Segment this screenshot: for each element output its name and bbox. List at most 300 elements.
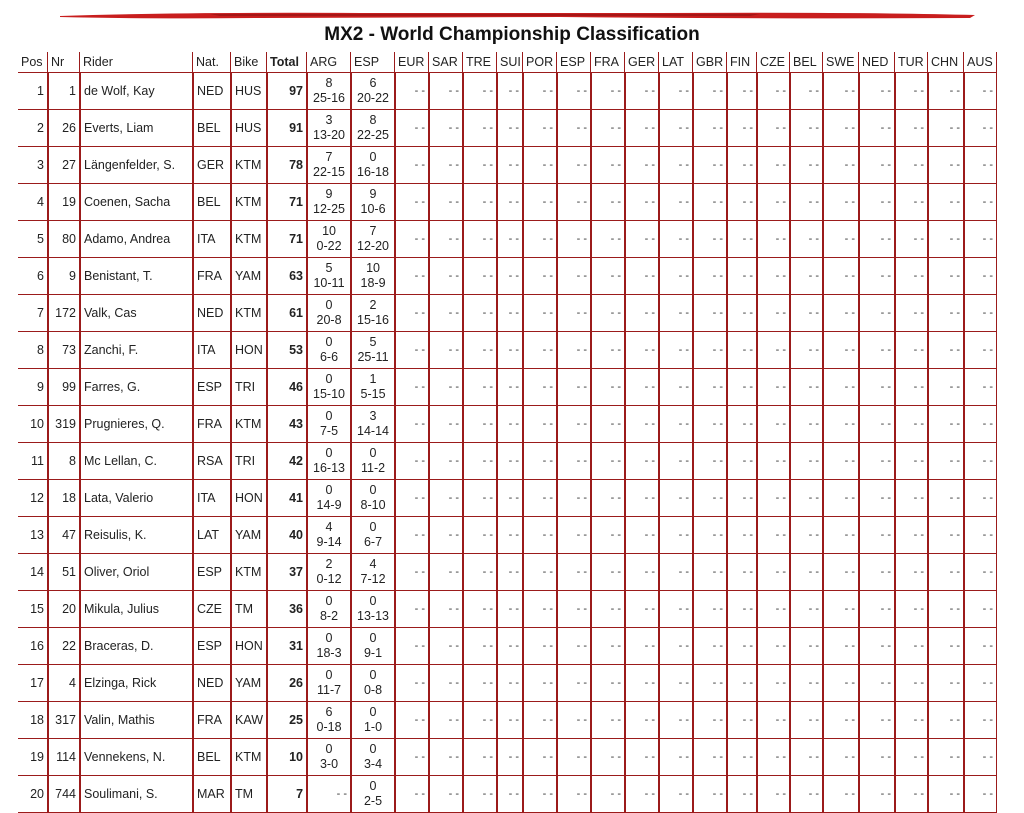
total-points-cell: 43	[267, 406, 307, 443]
empty-race-cell: - -	[523, 554, 557, 591]
empty-race-cell: - -	[395, 443, 429, 480]
table-row	[18, 480, 997, 517]
empty-race-cell: - -	[659, 406, 693, 443]
rider-name-cell: Elzinga, Rick	[80, 665, 193, 702]
position-cell: 6	[18, 258, 48, 295]
empty-race-cell: - -	[693, 517, 727, 554]
empty-race-cell: - -	[591, 443, 625, 480]
bike-cell: YAM	[231, 258, 267, 295]
column-header-rider: Rider	[80, 52, 193, 73]
empty-race-cell: - -	[659, 628, 693, 665]
empty-race-cell: - -	[429, 295, 463, 332]
empty-race-cell: - -	[823, 73, 859, 110]
empty-race-cell: - -	[823, 628, 859, 665]
empty-race-cell: - -	[463, 776, 497, 813]
empty-race-cell: - -	[557, 147, 591, 184]
empty-race-cell: - -	[895, 702, 928, 739]
rider-number-cell: 19	[48, 184, 80, 221]
table-row	[18, 517, 997, 554]
empty-race-cell: - -	[497, 295, 523, 332]
nationality-cell: NED	[193, 295, 231, 332]
empty-race-cell: - -	[659, 554, 693, 591]
heat-points: 22-25	[357, 128, 389, 142]
empty-race-cell: - -	[557, 443, 591, 480]
empty-race-cell: - -	[757, 369, 790, 406]
empty-race-cell: - -	[790, 221, 823, 258]
race-points: 5	[325, 261, 333, 275]
empty-race-cell: - -	[625, 147, 659, 184]
heat-points: 3-0	[319, 757, 339, 771]
empty-race-cell: - -	[523, 184, 557, 221]
empty-race-cell: - -	[757, 554, 790, 591]
empty-race-cell: - -	[895, 776, 928, 813]
race-points: 0	[325, 335, 333, 349]
rider-number-cell: 18	[48, 480, 80, 517]
empty-race-cell: - -	[429, 332, 463, 369]
empty-race-cell: - -	[625, 443, 659, 480]
empty-race-cell: - -	[790, 739, 823, 776]
position-cell: 10	[18, 406, 48, 443]
empty-race-cell: - -	[395, 110, 429, 147]
empty-race-cell: - -	[429, 258, 463, 295]
empty-race-cell: - -	[859, 369, 895, 406]
empty-race-cell: - -	[693, 406, 727, 443]
empty-race-cell: - -	[523, 73, 557, 110]
heat-points: 18-3	[316, 646, 342, 660]
empty-race-cell: - -	[727, 295, 757, 332]
empty-race-cell: - -	[497, 480, 523, 517]
heat-points: 0-8	[363, 683, 383, 697]
empty-race-cell: - -	[463, 295, 497, 332]
empty-race-cell: - -	[625, 295, 659, 332]
empty-race-cell: - -	[463, 702, 497, 739]
nationality-cell: NED	[193, 73, 231, 110]
empty-race-cell: - -	[693, 665, 727, 702]
empty-race-cell: - -	[693, 480, 727, 517]
empty-race-cell: - -	[859, 480, 895, 517]
empty-race-cell: - -	[859, 295, 895, 332]
total-points-cell: 26	[267, 665, 307, 702]
empty-race-cell: - -	[964, 295, 997, 332]
empty-race-cell: - -	[659, 591, 693, 628]
column-header-eur: EUR	[395, 52, 429, 73]
empty-race-cell: - -	[790, 369, 823, 406]
empty-race-cell: - -	[625, 221, 659, 258]
empty-race-cell: - -	[823, 480, 859, 517]
empty-race-cell: - -	[395, 147, 429, 184]
empty-race-cell: - -	[757, 665, 790, 702]
nationality-cell: ITA	[193, 221, 231, 258]
empty-race-cell: - -	[727, 406, 757, 443]
empty-race-cell: - -	[395, 702, 429, 739]
empty-race-cell: - -	[790, 184, 823, 221]
empty-race-cell: - -	[790, 702, 823, 739]
empty-race-cell: - -	[557, 628, 591, 665]
position-cell: 19	[18, 739, 48, 776]
empty-race-cell: - -	[790, 776, 823, 813]
heat-points: 25-16	[313, 91, 345, 105]
heat-points: 6-7	[363, 535, 383, 549]
race-result-arg	[307, 517, 351, 554]
empty-race-cell: - -	[859, 73, 895, 110]
rider-number-cell: 4	[48, 665, 80, 702]
column-header-fin: FIN	[727, 52, 757, 73]
empty-race-cell: - -	[964, 480, 997, 517]
heat-points: 25-11	[357, 350, 389, 364]
race-result-esp	[351, 517, 395, 554]
empty-race-cell: - -	[928, 443, 964, 480]
nationality-cell: BEL	[193, 739, 231, 776]
empty-race-cell: - -	[429, 221, 463, 258]
empty-race-cell: - -	[557, 517, 591, 554]
race-points: 9	[325, 187, 333, 201]
column-header-total: Total	[267, 52, 307, 73]
empty-race-cell: - -	[928, 295, 964, 332]
nationality-cell: BEL	[193, 184, 231, 221]
bike-cell: KTM	[231, 739, 267, 776]
empty-race-cell: - -	[429, 776, 463, 813]
race-points: 0	[325, 298, 333, 312]
empty-race-cell: - -	[895, 628, 928, 665]
empty-race-cell: - -	[523, 776, 557, 813]
heat-points: 13-20	[313, 128, 345, 142]
empty-race-cell: - -	[757, 221, 790, 258]
heat-points: 8-10	[360, 498, 386, 512]
empty-race-cell: - -	[625, 665, 659, 702]
page-title: MX2 - World Championship Classification	[324, 24, 700, 45]
empty-race-cell: - -	[757, 73, 790, 110]
race-points: 4	[369, 557, 377, 571]
bike-cell: YAM	[231, 517, 267, 554]
empty-race-cell: - -	[591, 110, 625, 147]
total-points-cell: 71	[267, 221, 307, 258]
race-points: 3	[369, 409, 377, 423]
heat-points: 14-9	[316, 498, 342, 512]
rider-name-cell: Längenfelder, S.	[80, 147, 193, 184]
empty-race-cell: - -	[928, 776, 964, 813]
empty-race-cell: - -	[429, 480, 463, 517]
empty-race-cell: - -	[964, 332, 997, 369]
red-brush-banner	[60, 10, 975, 20]
empty-race-cell: - -	[463, 665, 497, 702]
empty-race-cell: - -	[823, 184, 859, 221]
empty-race-cell: - -	[557, 480, 591, 517]
rider-number-cell: 51	[48, 554, 80, 591]
empty-race-cell: - -	[429, 739, 463, 776]
race-points: 0	[325, 742, 333, 756]
empty-race-cell: - -	[395, 221, 429, 258]
table-row	[18, 665, 997, 702]
empty-race-cell: - -	[757, 147, 790, 184]
race-points: 0	[369, 705, 377, 719]
empty-race-cell: - -	[463, 258, 497, 295]
empty-race-cell: - -	[591, 591, 625, 628]
empty-race-cell: - -	[928, 628, 964, 665]
empty-race-cell: - -	[727, 110, 757, 147]
empty-race-cell: - -	[497, 702, 523, 739]
bike-cell: HUS	[231, 73, 267, 110]
rider-name-cell: Braceras, D.	[80, 628, 193, 665]
empty-race-cell: - -	[727, 480, 757, 517]
empty-race-cell: - -	[557, 221, 591, 258]
total-points-cell: 63	[267, 258, 307, 295]
table-row	[18, 110, 997, 147]
race-points: 3	[325, 113, 333, 127]
empty-race-cell: - -	[497, 665, 523, 702]
heat-points: 3-4	[363, 757, 383, 771]
empty-race-cell: - -	[659, 739, 693, 776]
position-cell: 5	[18, 221, 48, 258]
heat-points: 10-6	[360, 202, 386, 216]
empty-race-cell: - -	[964, 73, 997, 110]
empty-race-cell: - -	[557, 332, 591, 369]
empty-race-cell: - -	[895, 184, 928, 221]
empty-race-cell: - -	[823, 258, 859, 295]
empty-race-cell: - -	[591, 776, 625, 813]
empty-race-cell: - -	[823, 739, 859, 776]
empty-race-cell: - -	[625, 73, 659, 110]
empty-race-cell: - -	[693, 702, 727, 739]
empty-race-cell: - -	[557, 702, 591, 739]
table-row	[18, 739, 997, 776]
column-header-cze: CZE	[757, 52, 790, 73]
empty-race-cell: - -	[757, 628, 790, 665]
empty-race-cell: - -	[859, 554, 895, 591]
empty-race-cell: - -	[429, 406, 463, 443]
empty-race-cell: - -	[625, 369, 659, 406]
heat-points: 22-15	[313, 165, 345, 179]
race-result-arg	[307, 332, 351, 369]
heat-points: 8-2	[319, 609, 339, 623]
position-cell: 16	[18, 628, 48, 665]
empty-race-cell: - -	[429, 554, 463, 591]
empty-race-cell: - -	[823, 591, 859, 628]
empty-race-cell: - -	[823, 406, 859, 443]
empty-race-cell: - -	[659, 258, 693, 295]
bike-cell: HUS	[231, 110, 267, 147]
race-result-arg	[307, 221, 351, 258]
heat-points: 0-22	[316, 239, 342, 253]
empty-race-cell: - -	[928, 517, 964, 554]
race-points: 10	[366, 261, 380, 275]
empty-race-cell: - -	[523, 147, 557, 184]
empty-race-cell: - -	[659, 295, 693, 332]
race-result-esp	[351, 739, 395, 776]
heat-points: 5-15	[360, 387, 386, 401]
race-result-esp	[351, 554, 395, 591]
heat-points: 7-5	[319, 424, 339, 438]
empty-race-cell: - -	[928, 739, 964, 776]
heat-points: 16-13	[313, 461, 345, 475]
empty-race-cell: - -	[463, 332, 497, 369]
heat-points: 12-25	[313, 202, 345, 216]
position-cell: 20	[18, 776, 48, 813]
empty-race-cell: - -	[659, 369, 693, 406]
race-result-arg	[307, 739, 351, 776]
empty-race-cell: - -	[895, 480, 928, 517]
column-header-nr: Nr	[48, 52, 80, 73]
empty-race-cell: - -	[659, 221, 693, 258]
bike-cell: TM	[231, 776, 267, 813]
race-result-esp	[351, 591, 395, 628]
empty-race-cell: - -	[693, 628, 727, 665]
heat-points: 12-20	[357, 239, 389, 253]
race-points: 0	[325, 372, 333, 386]
empty-race-cell: - -	[497, 147, 523, 184]
empty-race-cell: - -	[523, 739, 557, 776]
bike-cell: KTM	[231, 184, 267, 221]
heat-points: 10-11	[313, 276, 345, 290]
empty-race-cell: - -	[557, 591, 591, 628]
race-result-esp	[351, 628, 395, 665]
total-points-cell: 36	[267, 591, 307, 628]
empty-race-cell: - -	[591, 739, 625, 776]
empty-race-cell: - -	[429, 369, 463, 406]
rider-name-cell: Zanchi, F.	[80, 332, 193, 369]
race-points: 2	[369, 298, 377, 312]
empty-race-cell: - -	[895, 221, 928, 258]
empty-race-cell: - -	[395, 517, 429, 554]
heat-points: 7-12	[360, 572, 386, 586]
empty-race-cell: - -	[757, 184, 790, 221]
nationality-cell: ESP	[193, 628, 231, 665]
race-result-arg	[307, 110, 351, 147]
empty-race-cell: - -	[395, 184, 429, 221]
empty-race-cell: - -	[823, 295, 859, 332]
empty-race-cell: - -	[591, 332, 625, 369]
empty-race-cell: - -	[523, 443, 557, 480]
empty-race-cell: - -	[523, 369, 557, 406]
race-result-esp	[351, 776, 395, 813]
race-points: 8	[369, 113, 377, 127]
heat-points: 15-16	[357, 313, 389, 327]
empty-race-cell: - -	[928, 702, 964, 739]
empty-race-cell: - -	[497, 554, 523, 591]
empty-race-cell: - -	[693, 369, 727, 406]
empty-race-cell: - -	[964, 147, 997, 184]
empty-race-cell: - -	[964, 739, 997, 776]
total-points-cell: 97	[267, 73, 307, 110]
heat-points: 13-13	[357, 609, 389, 623]
column-header-esp: ESP	[557, 52, 591, 73]
heat-points: 18-9	[360, 276, 386, 290]
empty-race-cell: - -	[659, 702, 693, 739]
empty-race-cell: - -	[964, 258, 997, 295]
empty-race-cell: - -	[463, 554, 497, 591]
empty-race-cell: - -	[395, 73, 429, 110]
heat-points: 15-10	[313, 387, 345, 401]
empty-race-cell: - -	[523, 295, 557, 332]
rider-name-cell: Lata, Valerio	[80, 480, 193, 517]
nationality-cell: ESP	[193, 369, 231, 406]
empty-race-cell: - -	[463, 480, 497, 517]
empty-race-cell: - -	[659, 443, 693, 480]
empty-race-cell: - -	[463, 110, 497, 147]
empty-race-cell: - -	[463, 221, 497, 258]
empty-race-cell: - -	[625, 332, 659, 369]
empty-race-cell: - -	[659, 517, 693, 554]
empty-race-cell: - -	[591, 147, 625, 184]
rider-number-cell: 27	[48, 147, 80, 184]
empty-race-cell: - -	[693, 739, 727, 776]
empty-race-cell: - -	[591, 554, 625, 591]
empty-race-cell: - -	[823, 332, 859, 369]
heat-points: 9-14	[316, 535, 342, 549]
empty-race-cell: - -	[964, 702, 997, 739]
column-header-esp: ESP	[351, 52, 395, 73]
rider-number-cell: 99	[48, 369, 80, 406]
race-result-arg	[307, 665, 351, 702]
race-points: 0	[369, 520, 377, 534]
race-result-esp	[351, 221, 395, 258]
rider-name-cell: Oliver, Oriol	[80, 554, 193, 591]
classification-table	[18, 52, 997, 813]
empty-race-cell: - -	[790, 517, 823, 554]
empty-race-cell: - -	[693, 295, 727, 332]
empty-race-cell: - -	[727, 739, 757, 776]
empty-race-cell: - -	[693, 591, 727, 628]
table-row	[18, 332, 997, 369]
position-cell: 12	[18, 480, 48, 517]
empty-race-cell: - -	[823, 776, 859, 813]
empty-race-cell: - -	[964, 776, 997, 813]
rider-number-cell: 26	[48, 110, 80, 147]
table-row	[18, 221, 997, 258]
empty-race-cell: - -	[497, 628, 523, 665]
empty-race-cell: - -	[497, 369, 523, 406]
empty-race-cell: - -	[823, 702, 859, 739]
empty-race-cell: - -	[928, 480, 964, 517]
empty-race-cell: - -	[429, 184, 463, 221]
race-result-esp	[351, 295, 395, 332]
column-header-ned: NED	[859, 52, 895, 73]
empty-race-cell: - -	[895, 369, 928, 406]
heat-points: 6-6	[319, 350, 339, 364]
total-points-cell: 25	[267, 702, 307, 739]
empty-race-cell: - -	[463, 628, 497, 665]
empty-race-cell: - -	[497, 591, 523, 628]
empty-race-cell: - -	[928, 591, 964, 628]
empty-race-cell: - -	[859, 443, 895, 480]
position-cell: 4	[18, 184, 48, 221]
empty-race-cell: - -	[463, 739, 497, 776]
race-result-esp	[351, 369, 395, 406]
race-points: 0	[325, 446, 333, 460]
bike-cell: HON	[231, 628, 267, 665]
rider-name-cell: Reisulis, K.	[80, 517, 193, 554]
heat-points: 20-8	[316, 313, 342, 327]
rider-number-cell: 47	[48, 517, 80, 554]
nationality-cell: FRA	[193, 258, 231, 295]
empty-race-cell: - -	[625, 628, 659, 665]
empty-race-cell: - -	[659, 776, 693, 813]
race-result-arg	[307, 184, 351, 221]
empty-race-cell: - -	[659, 480, 693, 517]
table-row	[18, 184, 997, 221]
empty-race-cell: - -	[497, 776, 523, 813]
rider-number-cell: 172	[48, 295, 80, 332]
empty-race-cell: - -	[395, 480, 429, 517]
heat-points: 9-1	[363, 646, 383, 660]
empty-race-cell: - -	[790, 628, 823, 665]
empty-race-cell: - -	[859, 591, 895, 628]
empty-race-cell: - -	[928, 406, 964, 443]
empty-race-cell: - -	[964, 628, 997, 665]
empty-race-cell: - -	[964, 554, 997, 591]
rider-number-cell: 319	[48, 406, 80, 443]
column-header-bel: BEL	[790, 52, 823, 73]
rider-name-cell: Adamo, Andrea	[80, 221, 193, 258]
